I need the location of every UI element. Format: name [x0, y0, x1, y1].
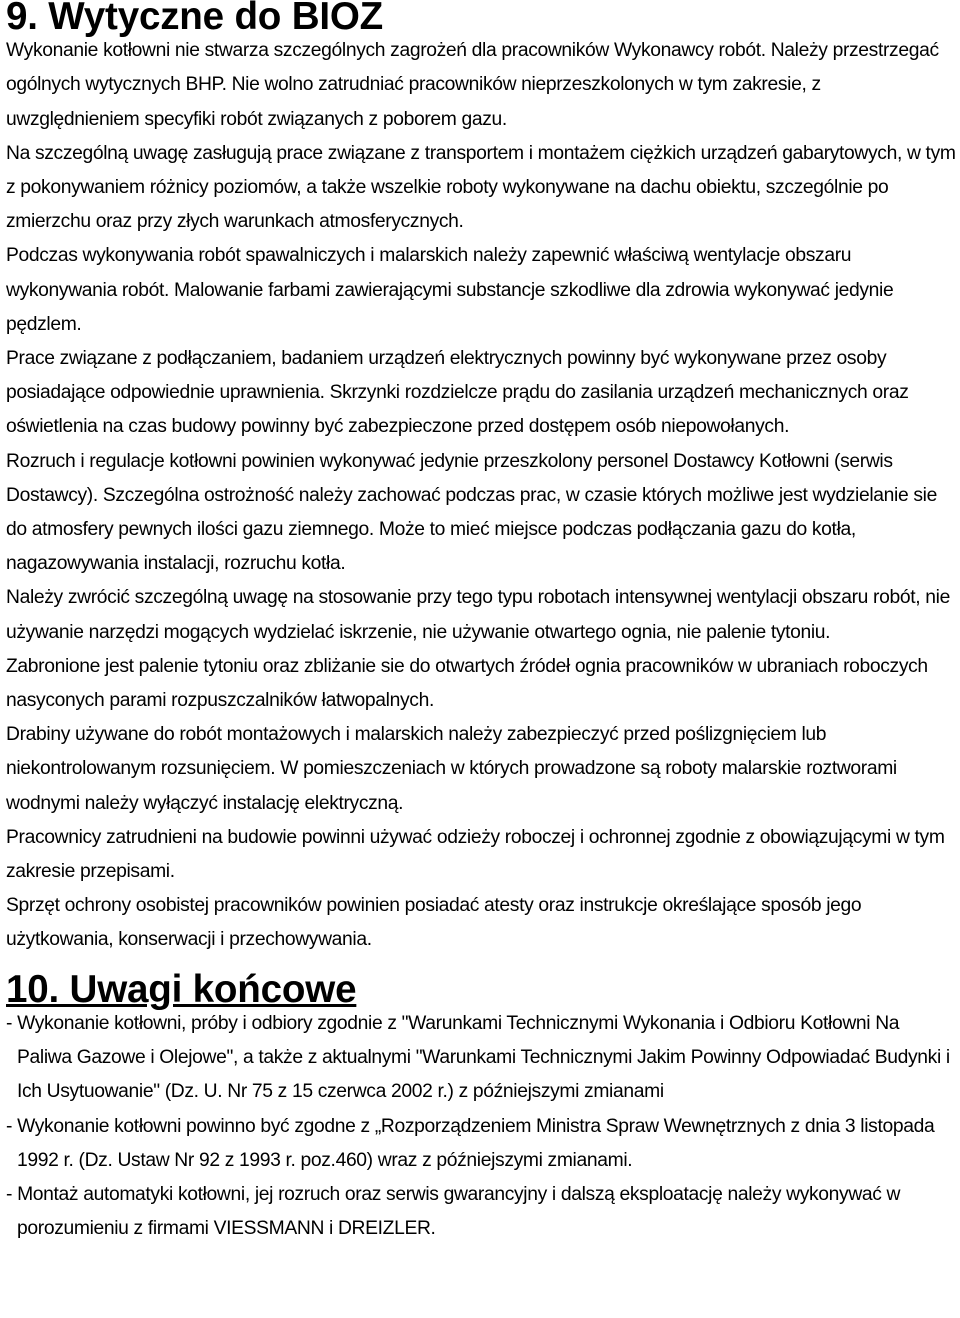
paragraph-workwear: Pracownicy zatrudnieni na budowie powinni używać odzieży roboczej i ochronnej zgodnie z obowiązującymi w tym zakresie przepisami. [6, 826, 945, 883]
paragraph-transport: Na szczególną uwagę zasługują prace związane z transportem i montażem ciężkich urządzeń gabarytowych, w tym z pokonywaniem różnicy poziomów, a także wszelkie roboty wykonywane na dachu obiektu, szczególnie po zmierzchu oraz przy złych warunkach atmosferycznych. [6, 142, 956, 233]
paragraph-welding-painting: Podczas wykonywania robót spawalniczych i malarskich należy zapewnić właściwą wentylacje obszaru wykonywania robót. Malowanie farbami zawierającymi substancje szkodliwe dla zdrowia wykonywać jedynie pędzlem. [6, 245, 894, 335]
paragraph-startup: Rozruch i regulacje kotłowni powinien wykonywać jedynie przeszkolony personel Dostawcy Kotłowni (serwis Dostawcy). Szczególna ostrożność należy zachować podczas prac, w czasie których możliwe jest wydzielanie sie do atmosfery pewnych ilości gazu ziemnego. Może to mieć miejsce podczas podłączania gazu do kotła, nagazowywania instalacji, rozruchu kotła. [6, 450, 937, 575]
list-item-technical-conditions: - Wykonanie kotłowni, próby i odbiory zgodnie z "Warunkami Technicznymi Wykonania i Odbioru Kotłowni Na Paliwa Gazowe i Olejowe", a także z aktualnymi "Warunkami Technicznymi Jakim Powinny Odpowiadać Budynki i Ich Usytuowanie" (Dz. U. Nr 75 z 15 czerwca 2002 r.) z późniejszymi zmianami [6, 1012, 950, 1103]
document-page [6, 0, 958, 1246]
paragraph-ladders: Drabiny używane do robót montażowych i malarskich należy zabezpieczyć przed poślizgnięciem lub niekontrolowanym rozsunięciem. W pomieszczeniach w których prowadzone są roboty malarskie roztworami wodnymi należy wyłączyć instalację elektryczną. [6, 724, 897, 814]
list-item-automation: - Montaż automatyki kotłowni, jej rozruch oraz serwis gwarancyjny i dalszą eksploatację należy wykonywać w porozumieniu z firmami VIESSMANN i DREIZLER. [6, 1183, 901, 1240]
section-9-heading: 9. Wytyczne do BIOZ [6, 0, 384, 38]
paragraph-protective-equipment: Sprzęt ochrony osobistej pracowników powinien posiadać atesty oraz instrukcje określające sposób jego użytkowania, konserwacji i przechowywania. [6, 895, 862, 951]
paragraph-ventilation: Należy zwrócić szczególną uwagę na stosowanie przy tego typu robotach intensywnej wentylacji obszaru robót, nie używanie narzędzi mogących wydzielać iskrzenie, nie używanie otwartego ognia, nie palenie tytoniu. [6, 587, 950, 643]
section-10-heading: 10. Uwagi końcowe [6, 967, 357, 1011]
list-item-regulation: - Wykonanie kotłowni powinno być zgodne z „Rozporządzeniem Ministra Spraw Wewnętrznych z dnia 3 listopada 1992 r. (Dz. Ustaw Nr 92 z 1993 r. poz.460) wraz z późniejszymi zmianami. [6, 1115, 935, 1171]
paragraph-smoking-ban: Zabronione jest palenie tytoniu oraz zbliżanie sie do otwartych źródeł ognia pracowników w ubraniach roboczych nasyconych parami rozpuszczalników łatwopalnych. [6, 655, 928, 712]
paragraph-general-safety: Wykonanie kotłowni nie stwarza szczególnych zagrożeń dla pracowników Wykonawcy robót. Należy przestrzegać ogólnych wytycznych BHP. Nie wolno zatrudniać pracowników nieprzeszkolonych w tym zakresie, z uwzględnieniem specyfiki robót związanych z poborem gazu. [6, 40, 939, 130]
paragraph-electrical: Prace związane z podłączaniem, badaniem urządzeń elektrycznych powinny być wykonywane przez osoby posiadające odpowiednie uprawnienia. Skrzynki rozdzielcze prądu do zasilania urządzeń mechanicznych oraz oświetlenia na czas budowy powinny być zabezpieczone przed dostępem osób niepowołanych. [6, 348, 909, 438]
